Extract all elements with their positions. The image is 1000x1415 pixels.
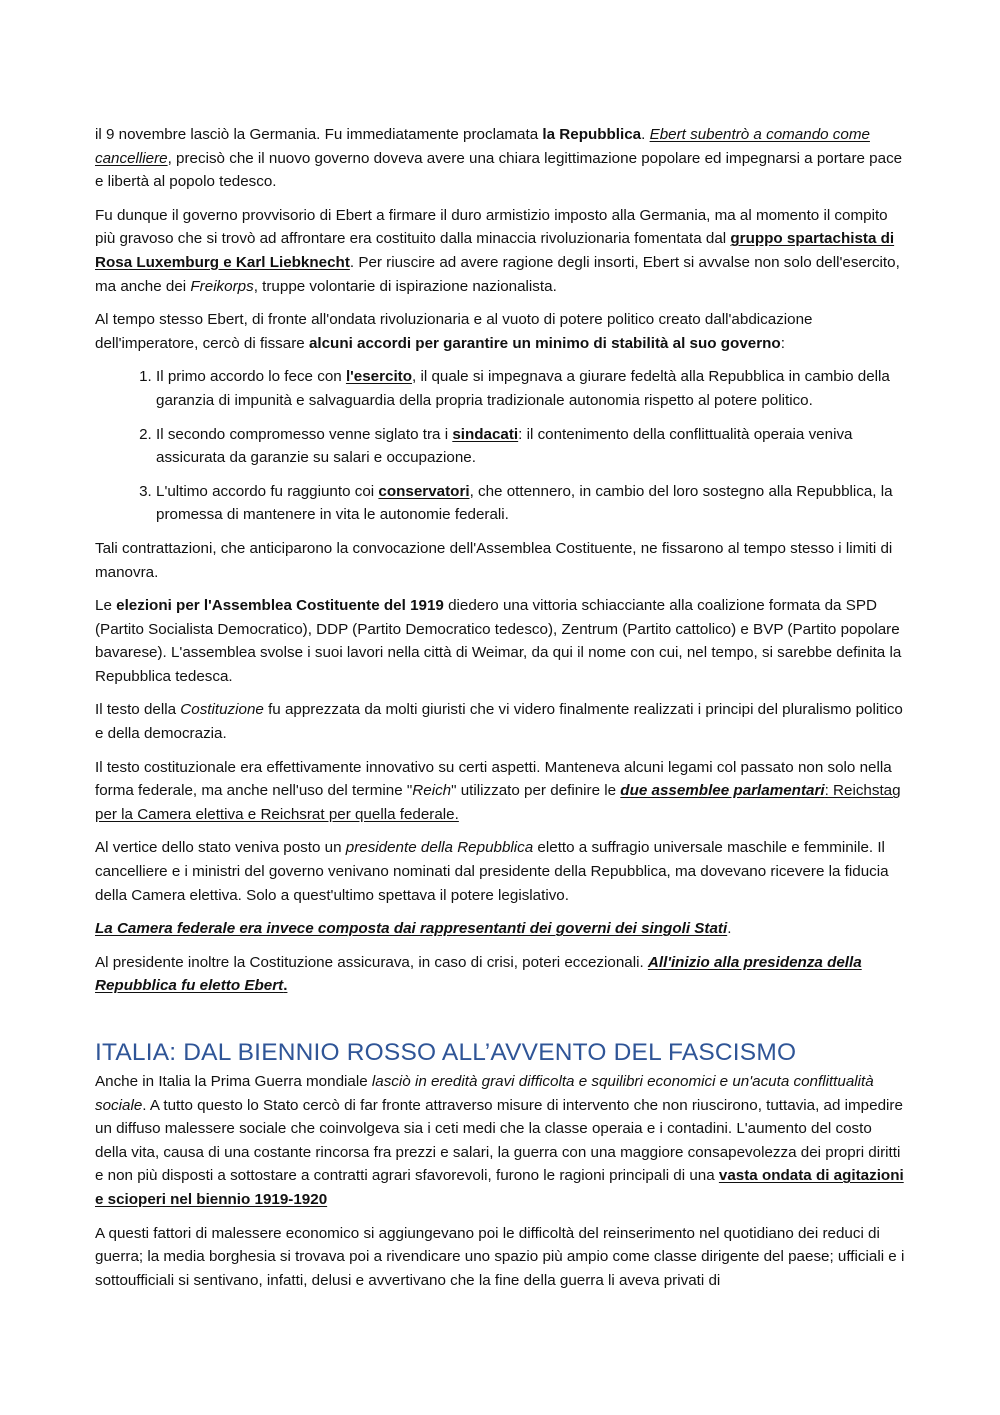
italic-term: Costituzione [180, 701, 264, 719]
italic-term: lasciò in eredità gravi difficolta e squilibri economici e un'acuta conflittualità sociale [95, 1073, 874, 1114]
paragraph-1: il 9 novembre lasciò la Germania. Fu immediatamente proclamata la Repubblica. Ebert subentrò a comando come cancelliere, precisò che il nuovo governo doveva avere una chiara legittimazione popolare ed impegnarsi a portare pace e libertà al popolo tedesco. [95, 126, 903, 191]
agreements-list [95, 365, 905, 527]
paragraph-5: Le elezioni per l'Assemblea Costituente del 1919 diedero una vittoria schiacciante alla coalizione formata da SPD (Partito Socialista Democratico), DDP (Partito Democratico tedesco), Zentrum (Partito cattolico) e BVP (Partito popolare bavarese). L'assemblea svolse i suoi lavori nella città di Weimar, da qui il nome con cui, nel tempo, si sarebbe definita la Repubblica tedesca. [95, 597, 902, 685]
list-item: 2. Il secondo compromesso venne siglato tra i sindacati: il contenimento della conflittualità operaia veniva assicurata da garanzie su salari e occupazione. [156, 423, 905, 470]
italic-term: Reich [412, 782, 452, 800]
emphasis-text: sindacati [452, 425, 519, 443]
emphasis-text: due assemblee parlamentari [620, 782, 825, 800]
bold-term: la Repubblica [542, 126, 642, 143]
emphasis-text: All'inizio alla presidenza della Repubblica fu eletto Ebert [95, 953, 862, 995]
italic-term: presidente della Repubblica [345, 839, 534, 857]
paragraph-8: Al vertice dello stato veniva posto un presidente della Repubblica eletto a suffragio universale maschile e femminile. Il cancelliere e i ministri del governo venivano nominati dal presidente della Repubblica, ma dovevano ricevere la fiducia della Camera elettiva. Solo a quest'ultimo spettava il potere legislativo. [95, 839, 889, 904]
bold-term: alcuni accordi per garantire un minimo di stabilità al suo governo [308, 334, 781, 352]
paragraph-7: Il testo costituzionale era effettivamente innovativo su certi aspetti. Manteneva alcuni legami col passato non solo nella forma federale, ma anche nell'uso del termine "Reich" utilizzato per definire le due assemblee parlamentari: Reichstag per la Camera elettiva e Reichsrat per quella federale. [95, 758, 901, 823]
paragraph-12: A questi fattori di malessere economico si aggiungevano poi le difficoltà del reinserimento nel quotidiano dei reduci di guerra; la media borghesia si trovava poi a rivendicare uno spazio più ampio come classe dirigente del paese; ufficiali e i sottoufficiali si sentivano, infatti, delusi e avvertivano che la fine della guerra li aveva privati di [95, 1224, 905, 1289]
emphasis-text: conservatori [378, 482, 470, 500]
paragraph-9: La Camera federale era invece composta dai rappresentanti dei governi dei singoli Stati. [95, 920, 732, 938]
underlined-text: : Reichstag per la Camera elettiva e Reichsrat per quella federale. [95, 782, 901, 823]
paragraph-11: Anche in Italia la Prima Guerra mondiale lasciò in eredità gravi difficolta e squilibri economici e un'acuta conflittualità sociale. A tutto questo lo Stato cercò di far fronte attraverso misure di intervento che non riuscirono, tuttavia, ad impedire un diffuso malessere sociale che coinvolgeva sia i ceti medi che la classe operaia e i contadini. L'aumento del costo della vita, causa di una costante rincorsa fra prezzi e salari, la guerra con una maggiore consapevolezza dei propri diritti e non più disposti a sottostare a contratti agrari sfavorevoli, furono le ragioni principali di una vasta ondata di agitazioni e scioperi nel biennio 1919-1920 [95, 1073, 904, 1208]
bold-term: elezioni per l'Assemblea Costituente del 1919 [116, 597, 444, 615]
paragraph-2: Fu dunque il governo provvisorio di Ebert a firmare il duro armistizio imposto alla Germania, ma al momento il compito più gravoso che si trovò ad affrontare era costituito dalla minaccia rivoluzionaria fomentata dal gruppo spartachista di Rosa Luxemburg e Karl Liebknecht. Per riuscire ad avere ragione degli insorti, Ebert si avvalse non solo dell'esercito, ma anche dei Freikorps, truppe volontarie di ispirazione nazionalista. [95, 206, 900, 295]
italic-term: Freikorps [190, 277, 254, 295]
emphasis-text: l'esercito [345, 368, 413, 386]
document-page [95, 123, 905, 1302]
emphasis-text: gruppo spartachista di Rosa Luxemburg e Karl Liebknecht [95, 230, 895, 271]
paragraph-10: Al presidente inoltre la Costituzione assicurava, in caso di crisi, poteri eccezionali. All'inizio alla presidenza della Repubblica fu eletto Ebert. [95, 953, 862, 995]
paragraph-6: Il testo della Costituzione fu apprezzata da molti giuristi che vi videro finalmente realizzati i principi del pluralismo politico e della democrazia. [95, 701, 903, 743]
paragraph-3: Al tempo stesso Ebert, di fronte all'ondata rivoluzionaria e al vuoto di potere politico creato dall'abdicazione dell'imperatore, cercò di fissare alcuni accordi per garantire un minimo di stabilità al suo governo: [95, 311, 813, 352]
emphasis-text: Ebert subentrò a comando come cancelliere [95, 126, 870, 167]
list-item: 1. Il primo accordo lo fece con l'esercito, il quale si impegnava a giurare fedeltà alla Repubblica in cambio della garanzia di impunità e salvaguardia della propria tradizionale autonomia rispetto al potere politico. [156, 365, 905, 412]
emphasis-text: La Camera federale era invece composta dai rappresentanti dei governi dei singoli Stati [95, 920, 728, 938]
paragraph-4: Tali contrattazioni, che anticiparono la convocazione dell'Assemblea Costituente, ne fissarono al tempo stesso i limiti di manovra. [95, 539, 893, 581]
list-item: 3. L'ultimo accordo fu raggiunto coi conservatori, che ottennero, in cambio del loro sostegno alla Repubblica, la promessa di mantenere in vita le autonomie federali. [156, 480, 905, 527]
section-heading: ITALIA: DAL BIENNIO ROSSO ALL’AVVENTO DEL FASCISMO [95, 1039, 797, 1066]
emphasis-text: vasta ondata di agitazioni e scioperi nel biennio 1919-1920 [95, 1167, 904, 1208]
